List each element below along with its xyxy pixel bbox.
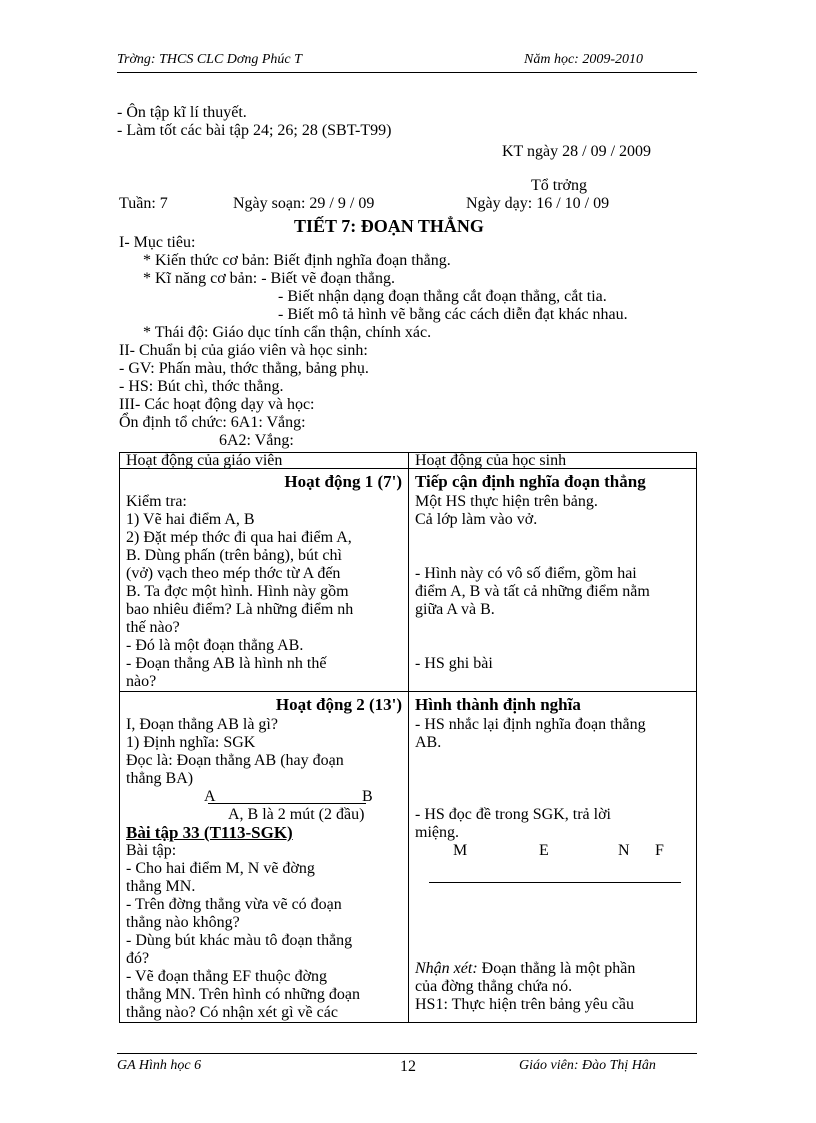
- exercise-33-title: Bài tập 33 (T113-SGK): [126, 823, 293, 842]
- teacher-line: thẳng nào không?: [126, 914, 240, 931]
- lesson-title: TIẾT 7: ĐOẠN THẲNG: [294, 216, 484, 236]
- student-section-2-title: Hình thành định nghĩa: [415, 695, 581, 714]
- teacher-line: thế nào?: [126, 619, 180, 636]
- teacher-line: - Dùng bút khác màu tô đoạn thẳng: [126, 932, 353, 949]
- point-n-label: N: [618, 842, 630, 859]
- header-year: Năm học: 2009-2010: [524, 52, 643, 67]
- point-b-label: B: [362, 788, 373, 805]
- homework-line: - Làm tốt các bài tập 24; 26; 28 (SBT-T99): [117, 122, 392, 139]
- teacher-line: - Vẽ đoạn thẳng EF thuộc đờng: [126, 968, 328, 985]
- teacher-line: - Đoạn thẳng AB là hình nh thế: [126, 655, 327, 672]
- endpoints-note: A, B là 2 mút (2 đầu): [228, 806, 365, 823]
- student-line: - Hình này có vô số điểm, gồm hai: [415, 565, 637, 582]
- segment-ab-line: [208, 803, 366, 804]
- to-truong: Tổ trởng: [531, 177, 588, 194]
- header-rule: [117, 72, 697, 73]
- student-line: - HS đọc đề trong SGK, trả lời: [415, 806, 611, 823]
- week: Tuần: 7: [119, 195, 168, 212]
- teacher-line: nào?: [126, 673, 157, 690]
- teacher-line: Kiểm tra:: [126, 493, 187, 510]
- teacher-line: (vở) vạch theo mép thớc từ A đến: [126, 565, 341, 582]
- teacher-line: Đọc là: Đoạn thẳng AB (hay đoạn: [126, 752, 344, 769]
- line-mn: [429, 882, 681, 883]
- objective-skills-2: - Biết nhận dạng đoạn thẳng cắt đoạn thẳng, cắt tia.: [278, 288, 607, 305]
- table-header-row: [120, 453, 697, 469]
- objective-knowledge: * Kiến thức cơ bản: Biết định nghĩa đoạn thẳng.: [143, 252, 451, 269]
- head-teacher: Hoạt động của giáo viên: [120, 453, 409, 469]
- teacher-line: B. Ta đợc một hình. Hình này gồm: [126, 583, 349, 600]
- student-line: Cả lớp làm vào vở.: [415, 511, 538, 528]
- head-student: Hoạt động của học sinh: [409, 453, 697, 469]
- student-line: điểm A, B và tất cả những điểm nằm: [415, 583, 650, 600]
- footer-rule: [117, 1053, 697, 1054]
- teacher-line: thẳng nào? Có nhận xét gì về các: [126, 1004, 338, 1021]
- objective-skills: * Kĩ năng cơ bản: - Biết vẽ đoạn thẳng.: [143, 270, 395, 287]
- remark-line: [415, 960, 690, 978]
- teacher-line: B. Dùng phấn (trên bảng), bút chì: [126, 547, 342, 564]
- kt-date: KT ngày 28 / 09 / 2009: [502, 143, 652, 160]
- teacher-line: bao nhiêu điểm? Là những điểm nh: [126, 601, 354, 618]
- teacher-line: - Đó là một đoạn thẳng AB.: [126, 637, 304, 654]
- student-line: AB.: [415, 734, 442, 751]
- teacher-line: I, Đoạn thẳng AB là gì?: [126, 716, 278, 733]
- remark-text: Đoạn thẳng là một phần: [477, 960, 636, 977]
- footer-right: Giáo viên: Đào Thị Hân: [519, 1058, 656, 1073]
- objective-attitude: * Thái độ: Giáo dục tính cẩn thận, chính xác.: [143, 324, 432, 341]
- teacher-line: Bài tập:: [126, 842, 177, 859]
- prep-hs: - HS: Bút chì, thớc thẳng.: [119, 378, 284, 395]
- teacher-line: đó?: [126, 950, 150, 967]
- point-a-label: A: [204, 788, 216, 805]
- teacher-line: thẳng MN.: [126, 878, 196, 895]
- student-line: HS1: Thực hiện trên bảng yêu cầu: [415, 996, 634, 1013]
- student-line: - HS nhắc lại định nghĩa đoạn thẳng: [415, 716, 646, 733]
- activities-heading: III- Các hoạt động dạy và học:: [119, 396, 315, 413]
- activity-table: [119, 452, 697, 1023]
- prep-date: Ngày soạn: 29 / 9 / 09: [233, 195, 375, 212]
- student-line: giữa A và B.: [415, 601, 495, 618]
- teacher-line: 1) Vẽ hai điểm A, B: [126, 511, 255, 528]
- page-number: 12: [400, 1058, 416, 1075]
- teacher-cell-1: [120, 469, 409, 692]
- objective-skills-3: - Biết mô tả hình vẽ bằng các cách diễn đạt khác nhau.: [278, 306, 628, 323]
- header-school: Trờng: THCS CLC Dơng Phúc T: [117, 52, 302, 67]
- teacher-line: 2) Đặt mép thớc đi qua hai điểm A,: [126, 529, 352, 546]
- teacher-line: thẳng MN. Trên hình có những đoạn: [126, 986, 360, 1003]
- review-line: - Ôn tập kĩ lí thuyết.: [117, 104, 247, 121]
- student-line: miệng.: [415, 824, 459, 841]
- student-section-1-title: Tiếp cận định nghĩa đoạn thẳng: [415, 472, 646, 491]
- table-row: [120, 692, 697, 1023]
- prep-gv: - GV: Phấn màu, thớc thẳng, bảng phụ.: [119, 360, 369, 377]
- teacher-cell-2: [120, 692, 409, 1023]
- class-org-2: 6A2: Vắng:: [219, 432, 294, 449]
- teacher-line: 1) Định nghĩa: SGK: [126, 734, 256, 751]
- student-line: - HS ghi bài: [415, 655, 493, 672]
- objectives-heading: I- Mục tiêu:: [119, 234, 196, 251]
- teacher-line: - Trên đờng thẳng vừa vẽ có đoạn: [126, 896, 342, 913]
- line-mnef-figure: [415, 842, 690, 960]
- table-row: [120, 469, 697, 692]
- activity-1-title: Hoạt động 1 (7'): [284, 472, 402, 491]
- segment-ab-figure: [126, 788, 402, 824]
- prep-heading: II- Chuẩn bị của giáo viên và học sinh:: [119, 342, 368, 359]
- point-m-label: M: [453, 842, 468, 859]
- remark-label: Nhận xét:: [415, 960, 478, 977]
- teach-date: Ngày dạy: 16 / 10 / 09: [466, 195, 610, 212]
- student-line: của đờng thẳng chứa nó.: [415, 978, 573, 995]
- point-f-label: F: [655, 842, 664, 859]
- teacher-line: thẳng BA): [126, 770, 194, 787]
- student-cell-1: [409, 469, 697, 692]
- activity-2-title: Hoạt động 2 (13'): [275, 695, 402, 714]
- teacher-line: - Cho hai điểm M, N vẽ đờng: [126, 860, 315, 877]
- student-cell-2: [409, 692, 697, 1023]
- student-line: Một HS thực hiện trên bảng.: [415, 493, 598, 510]
- footer-left: GA Hình học 6: [117, 1058, 202, 1073]
- class-org: Ổn định tổ chức: 6A1: Vắng:: [119, 414, 306, 431]
- point-e-label: E: [539, 842, 549, 859]
